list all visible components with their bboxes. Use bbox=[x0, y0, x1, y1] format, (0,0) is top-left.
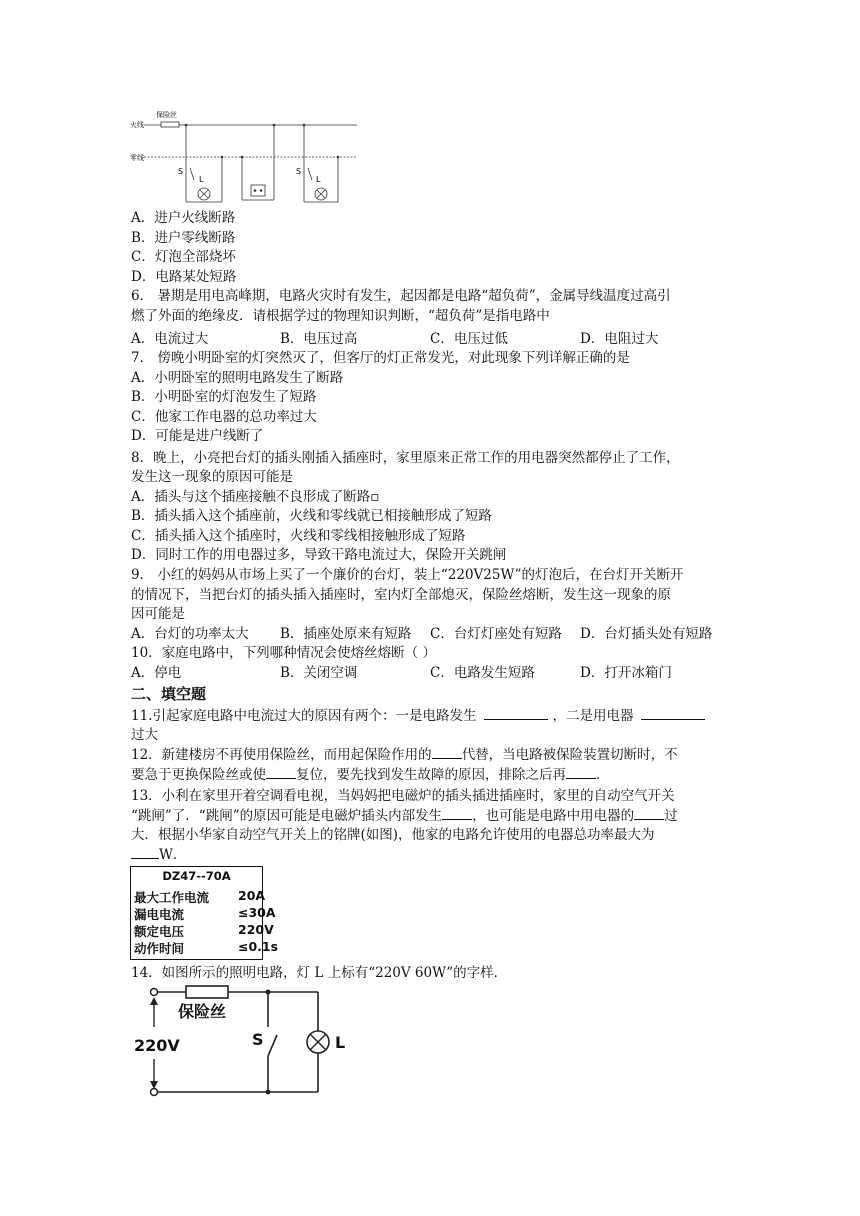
terminal-top bbox=[151, 989, 158, 996]
lighting-circuit-figure bbox=[128, 983, 368, 1103]
q13-blank-2[interactable] bbox=[634, 806, 664, 820]
q9-option-c: C．台灯灯座处有短路 bbox=[430, 626, 562, 642]
q8-option-b: B．插头插入这个插座前，火线和零线就已相接触形成了短路 bbox=[131, 508, 492, 524]
q13-blank-1[interactable] bbox=[442, 806, 472, 820]
q13-text-a: “跳闸”了．“跳闸”的原因可能是电磁炉插头内部发生 bbox=[131, 808, 443, 824]
fuse-symbol bbox=[161, 122, 179, 127]
q7-option-b: B．小明卧室的灯泡发生了短路 bbox=[131, 389, 317, 405]
q10-option-a: A．停电 bbox=[131, 665, 182, 681]
nameplate-value-action-time: ≤0.1s bbox=[238, 939, 279, 954]
q9-option-a: A．台灯的功率太大 bbox=[131, 626, 249, 642]
q8-option-c: C．插头插入这个插座时，火线和零线相接触形成了短路 bbox=[131, 528, 466, 544]
q11-text-b: ，二是用电器 bbox=[552, 708, 634, 724]
q11-stem-line1 bbox=[131, 706, 705, 726]
q12-text-d: 复位，要先找到发生故障的原因，排除之后再 bbox=[296, 767, 566, 783]
section-heading-fill-in: 二、填空题 bbox=[131, 685, 207, 703]
q6-option-d: D．电阻过大 bbox=[580, 331, 659, 347]
q5-option-c: C．灯泡全部烧坏 bbox=[131, 249, 236, 265]
q8-option-a: A．插头与这个插座接触不良形成了断路▫ bbox=[131, 489, 380, 505]
q9-option-d: D．台灯插头处有短路 bbox=[580, 626, 713, 642]
q7-option-c: C．他家工作电器的总功率过大 bbox=[131, 409, 317, 425]
nameplate-label-voltage: 额定电压 bbox=[134, 924, 185, 939]
q5-option-d: D．电路某处短路 bbox=[131, 269, 237, 285]
q5-option-b: B．进户零线断路 bbox=[131, 230, 236, 246]
switch-2 bbox=[308, 168, 312, 180]
q11-blank-1[interactable] bbox=[484, 706, 548, 720]
q12-blank-1[interactable] bbox=[432, 745, 462, 759]
q12-text-a: 12．新建楼房不再使用保险丝，而用起保险作用的 bbox=[131, 747, 432, 763]
fuse-label: 保险丝 bbox=[156, 111, 177, 119]
q6-option-b: B．电压过高 bbox=[280, 331, 358, 347]
q9-stem-line2: 的情况下，当把台灯的插头插入插座时，室内灯全部熄灭，保险丝熔断，发生这一现象的原 bbox=[131, 587, 671, 603]
breaker-nameplate bbox=[130, 866, 279, 960]
socket bbox=[251, 185, 265, 196]
nameplate-model: DZ47--70A bbox=[162, 869, 231, 883]
nameplate-label-leakage: 漏电电流 bbox=[134, 907, 185, 922]
live-wire-label: 火线 bbox=[130, 121, 144, 129]
fuse-label: 保险丝 bbox=[178, 1002, 227, 1021]
q6-stem-line2: 燃了外面的绝缘皮．请根据学过的物理知识判断，“超负荷”是指电路中 bbox=[131, 308, 550, 324]
q13-text-c: 过 bbox=[664, 808, 678, 824]
lamp-label: L bbox=[335, 1033, 346, 1052]
q7-option-d: D．可能是进户线断了 bbox=[131, 428, 264, 444]
q12-stem-line1 bbox=[131, 745, 678, 765]
q9-stem-line1: 9． 小红的妈妈从市场上买了一个廉价的台灯，装上“220V25W”的灯泡后，在台灯开关断开 bbox=[131, 567, 684, 583]
nameplate-value-leakage: ≤30A bbox=[238, 905, 276, 920]
switch-label-1: S bbox=[178, 167, 184, 176]
q10-stem: 10．家庭电路中，下列哪种情况会使熔丝熔断（ ） bbox=[131, 645, 436, 661]
lamp-label-1: L bbox=[199, 175, 204, 184]
nameplate-label-action-time: 动作时间 bbox=[134, 941, 185, 956]
q13-text-d: W． bbox=[159, 847, 187, 863]
q10-option-b: B．关闭空调 bbox=[280, 665, 358, 681]
q12-stem-line2 bbox=[131, 765, 610, 785]
q11-text-a: 11.引起家庭电路中电流过大的原因有两个：一是电路发生 bbox=[131, 708, 477, 724]
neutral-wire-label: 零线 bbox=[130, 154, 144, 162]
q13-stem-line1: 13．小利在家里开着空调看电视，当妈妈把电磁炉的插头插进插座时，家里的自动空气开关 bbox=[131, 788, 675, 804]
terminal-bottom bbox=[151, 1089, 158, 1096]
switch-s bbox=[268, 1035, 277, 1056]
q11-stem-line2: 过大 bbox=[131, 727, 158, 743]
q13-stem-line2 bbox=[131, 806, 678, 826]
q12-text-c: 要急于更换保险丝或使 bbox=[131, 767, 266, 783]
q6-stem-line1: 6． 暑期是用电高峰期，电路火灾时有发生，起因都是电路“超负荷”，金属导线温度过高引 bbox=[131, 288, 671, 304]
q10-option-c: C．电路发生短路 bbox=[430, 665, 535, 681]
q10-option-d: D．打开冰箱门 bbox=[580, 665, 672, 681]
nameplate-label-max-current: 最大工作电流 bbox=[134, 890, 210, 905]
arrow-up bbox=[150, 997, 158, 1005]
q8-stem-line2: 发生这一现象的原因可能是 bbox=[131, 469, 293, 485]
q12-blank-2[interactable] bbox=[266, 765, 296, 779]
household-circuit-figure bbox=[130, 108, 370, 212]
q8-option-d: D．同时工作的用电器过多，导致干路电流过大，保险开关跳闸 bbox=[131, 547, 507, 563]
q12-blank-3[interactable] bbox=[566, 765, 596, 779]
lamp-label-2: L bbox=[316, 175, 321, 184]
q13-text-b: ，也可能是电路中用电器的 bbox=[472, 808, 635, 824]
q12-text-b: 代替，当电路被保险装置切断时，不 bbox=[461, 747, 678, 763]
q5-option-a: A．进户火线断路 bbox=[131, 210, 236, 226]
q9-stem-line3: 因可能是 bbox=[131, 606, 185, 622]
q13-stem-line4 bbox=[131, 845, 186, 865]
q6-option-a: A．电流过大 bbox=[131, 331, 209, 347]
fuse-symbol bbox=[186, 986, 228, 998]
switch-label: S bbox=[252, 1030, 264, 1049]
nameplate-value-max-current: 20A bbox=[238, 888, 266, 903]
q12-text-e: ． bbox=[596, 767, 610, 783]
q8-stem-line1: 8．晚上，小亮把台灯的插头刚插入插座时，家里原来正常工作的用电器突然都停止了工作， bbox=[131, 450, 680, 466]
q6-option-c: C．电压过低 bbox=[430, 331, 508, 347]
voltage-label: 220V bbox=[134, 1036, 180, 1055]
q7-stem: 7． 傍晚小明卧室的灯突然灭了，但客厅的灯正常发光，对此现象下列详解正确的是 bbox=[131, 350, 630, 366]
q9-option-b: B．插座处原来有短路 bbox=[280, 626, 412, 642]
nameplate-value-voltage: 220V bbox=[238, 922, 274, 937]
q13-blank-3[interactable] bbox=[131, 845, 159, 859]
q11-blank-2[interactable] bbox=[641, 706, 705, 720]
switch-1 bbox=[190, 168, 194, 180]
q7-option-a: A．小明卧室的照明电路发生了断路 bbox=[131, 370, 344, 386]
q14-stem: 14．如图所示的照明电路，灯 L 上标有“220V 60W”的字样． bbox=[131, 965, 508, 981]
q13-stem-line3: 大．根据小华家自动空气开关上的铭牌(如图)，他家的电路允许使用的电器总功率最大为 bbox=[131, 827, 655, 843]
switch-label-2: S bbox=[296, 167, 302, 176]
